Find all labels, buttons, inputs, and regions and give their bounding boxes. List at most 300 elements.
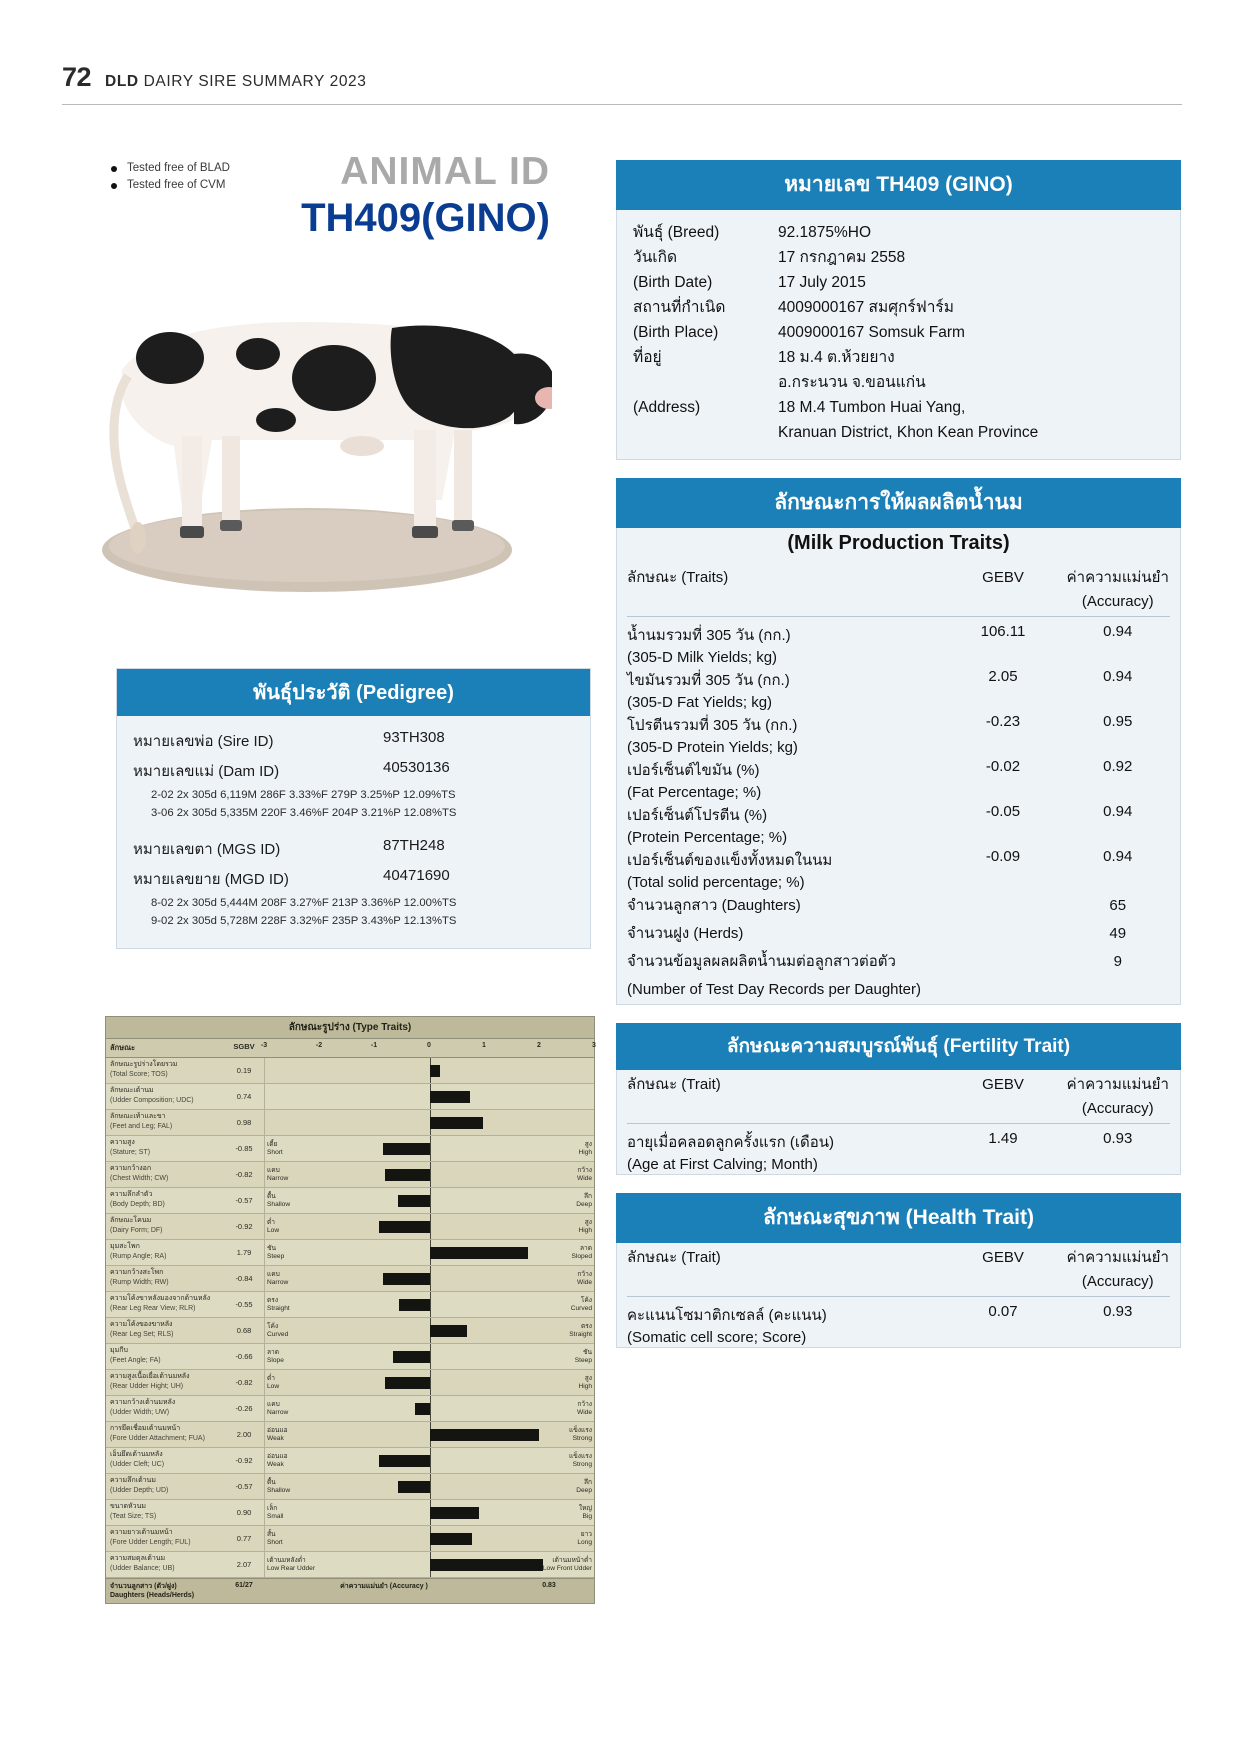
type-trait-name: ความลึกลำตัว (Body Depth; BD) <box>110 1191 165 1208</box>
breed-value: 92.1875%HO <box>778 224 872 241</box>
type-trait-gebv: 2.00 <box>236 1430 252 1439</box>
animal-id-code: TH409(GINO) <box>301 196 550 240</box>
fertility-col-gebv: GEBV <box>982 1075 1024 1093</box>
type-trait-gebv: -0.82 <box>235 1170 253 1179</box>
type-trait-high-label: โค้ง Curved <box>570 1296 592 1312</box>
type-trait-low-label: เต้านมหลังต่ำ Low Rear Udder <box>267 1556 316 1572</box>
type-trait-name: ลักษณะเท้าและขา (Feet and Leg; FAL) <box>110 1113 173 1130</box>
pedigree-row-sire <box>133 726 574 756</box>
type-trait-row <box>106 1344 594 1370</box>
zero-line <box>430 1292 431 1317</box>
document-title-rest: DAIRY SIRE SUMMARY 2023 <box>143 73 367 90</box>
table-row <box>617 712 1181 738</box>
type-traits-col-name: ลักษณะ <box>110 1043 136 1052</box>
type-trait-row <box>106 1136 594 1162</box>
test-item-cvm: Tested free of CVM <box>105 177 325 194</box>
milk-trait-th-4: เปอร์เซ็นต์โปรตีน (%) <box>627 807 768 824</box>
type-traits-chart <box>105 1016 595 1604</box>
dam-record-1: 2-02 2x 305d 6,119M 286F 3.33%F 279P 3.25%P 12.09%TS <box>151 789 456 801</box>
type-trait-gebv: 1.79 <box>236 1248 252 1257</box>
type-trait-high-label: สูง High <box>578 1218 592 1234</box>
mgs-id-value: 87TH248 <box>383 837 445 854</box>
birthdate-label-en: (Birth Date) <box>633 274 713 291</box>
type-trait-low-label: ตื้น Shallow <box>267 1478 291 1494</box>
table-row <box>617 892 1181 920</box>
zero-line <box>430 1448 431 1473</box>
fertility-trait-th-0: อายุเมื่อคลอดลูกครั้งแรก (เดือน) <box>627 1134 835 1151</box>
type-trait-name: ความสมดุลเต้านม (Udder Balance; UB) <box>110 1555 175 1572</box>
type-trait-bar <box>430 1429 540 1441</box>
type-traits-footer <box>106 1578 594 1603</box>
type-trait-scale <box>264 1422 594 1447</box>
type-trait-gebv: 0.74 <box>236 1092 252 1101</box>
type-trait-bar <box>398 1195 429 1207</box>
type-trait-bar <box>393 1351 429 1363</box>
pedigree-row-mgd <box>133 864 574 894</box>
type-trait-high-label: แข็งแรง Strong <box>569 1452 592 1468</box>
type-trait-gebv: -0.84 <box>235 1274 253 1283</box>
type-trait-bar <box>379 1221 429 1233</box>
type-trait-scale <box>264 1474 594 1499</box>
milk-trait-th-5: เปอร์เซ็นต์ของแข็งทั้งหมดในนม <box>627 852 833 869</box>
table-row <box>617 648 1181 667</box>
fertility-header-rule <box>617 1119 1181 1129</box>
axis-tick: -3 <box>260 1042 268 1049</box>
table-row <box>617 1302 1181 1328</box>
mgd-id-label: หมายเลขยาย (MGD ID) <box>133 871 289 888</box>
type-trait-low-label: ต่ำ Low <box>267 1374 280 1390</box>
daughters-label-en: Daughters (Heads/Herds) <box>110 1592 195 1599</box>
milk-trait-en-3: (Fat Percentage; %) <box>627 784 762 801</box>
type-trait-gebv: -0.66 <box>235 1352 253 1361</box>
type-trait-low-label: ตื้น Shallow <box>267 1192 291 1208</box>
type-trait-high-label: ชัน Steep <box>574 1348 592 1364</box>
type-trait-row <box>106 1500 594 1526</box>
mgd-id-value: 40471690 <box>383 867 450 884</box>
type-traits-title: ลักษณะรูปร่าง (Type Traits) <box>106 1017 594 1039</box>
type-trait-high-label: ลึก Deep <box>576 1192 592 1208</box>
type-trait-row <box>106 1214 594 1240</box>
breed-label: พันธุ์ (Breed) <box>633 224 720 241</box>
info-row-birthplace-en <box>633 320 1164 345</box>
type-trait-name: ความกว้างเต้านมหลัง (Udder Width; UW) <box>110 1399 176 1416</box>
health-table-header <box>617 1243 1181 1271</box>
type-trait-bar <box>385 1169 430 1181</box>
table-row <box>617 622 1181 648</box>
axis-tick: -2 <box>315 1042 323 1049</box>
zero-line <box>430 1214 431 1239</box>
type-trait-scale <box>264 1448 594 1473</box>
type-trait-scale <box>264 1526 594 1551</box>
health-col-gebv-sub <box>951 1271 1056 1292</box>
type-trait-high-label: ตรง Straight <box>569 1322 592 1338</box>
health-trait-en-0: (Somatic cell score; Score) <box>627 1329 807 1346</box>
header-divider <box>62 104 1182 105</box>
type-trait-gebv: -0.82 <box>235 1378 253 1387</box>
type-trait-name: ความสูงเนื้อเยื่อเต้านมหลัง (Rear Udder Hight; UH) <box>110 1373 190 1390</box>
mgd-record-2: 9-02 2x 305d 5,728M 228F 3.32%F 235P 3.43%P 12.13%TS <box>151 915 457 927</box>
type-trait-bar <box>385 1377 430 1389</box>
type-trait-scale <box>264 1292 594 1317</box>
milk-header-rule <box>617 612 1181 622</box>
type-trait-name: เอ็นยึดเต้านมหลัง (Udder Cleft; UC) <box>110 1451 165 1468</box>
table-row <box>617 920 1181 948</box>
animal-id-label: ANIMAL ID <box>340 150 550 193</box>
address-value-en-1: 18 M.4 Tumbon Huai Yang, <box>778 399 966 416</box>
address-value-th-2: อ.กระนวน จ.ขอนแก่น <box>778 374 926 391</box>
type-trait-gebv: -0.85 <box>235 1144 253 1153</box>
animal-info-title: หมายเลข TH409 (GINO) <box>616 160 1181 210</box>
type-traits-rows <box>106 1058 594 1578</box>
fertility-trait-en-0: (Age at First Calving; Month) <box>627 1156 818 1173</box>
milk-testday-label-th: จำนวนข้อมูลผลผลิตน้ำนมต่อลูกสาวต่อตัว <box>627 953 896 970</box>
type-trait-gebv: 0.19 <box>236 1066 252 1075</box>
milk-testday-label-en: (Number of Test Day Records per Daughter) <box>627 981 922 998</box>
milk-acc-0: 0.94 <box>1103 623 1133 640</box>
milk-col-gebv: GEBV <box>982 568 1024 586</box>
type-trait-low-label: ลาด Slope <box>267 1348 284 1364</box>
birthplace-value-en: 4009000167 Somsuk Farm <box>778 324 965 341</box>
milk-testday-count: 9 <box>1113 953 1122 970</box>
health-col-trait: ลักษณะ (Trait) <box>627 1249 721 1266</box>
milk-col-accuracy-sub: (Accuracy) <box>1081 593 1154 610</box>
table-row <box>617 976 1181 1005</box>
type-traits-axis <box>260 1039 596 1057</box>
type-trait-high-label: กว้าง Wide <box>576 1400 592 1416</box>
milk-trait-th-0: น้ำนมรวมที่ 305 วัน (กก.) <box>627 627 791 644</box>
type-trait-low-label: แคบ Narrow <box>267 1400 289 1416</box>
type-trait-name: ลักษณะรูปร่างโดยรวม (Total Score; TOS) <box>110 1061 178 1078</box>
type-trait-gebv: -0.57 <box>235 1482 253 1491</box>
fertility-col-gebv-sub <box>951 1098 1056 1119</box>
birthdate-value-en: 17 July 2015 <box>778 274 866 291</box>
type-trait-low-label: ต่ำ Low <box>267 1218 280 1234</box>
type-trait-row <box>106 1422 594 1448</box>
birthplace-label-en: (Birth Place) <box>633 324 719 341</box>
type-trait-name: มุมกีบ (Feet Angle; FA) <box>110 1347 161 1364</box>
type-traits-header <box>106 1039 594 1058</box>
type-trait-name: มุมสะโพก (Rump Angle; RA) <box>110 1243 167 1260</box>
type-trait-bar <box>383 1143 430 1155</box>
milk-acc-1: 0.94 <box>1103 668 1133 685</box>
fertility-table-header-sub <box>617 1098 1181 1119</box>
type-trait-scale <box>264 1214 594 1239</box>
type-trait-low-label: แคบ Narrow <box>267 1270 289 1286</box>
health-gebv-0: 0.07 <box>988 1303 1018 1320</box>
page-number: 72 <box>62 62 92 92</box>
type-trait-bar <box>398 1481 429 1493</box>
pedigree-spacer <box>133 822 574 834</box>
table-row <box>617 873 1181 892</box>
type-trait-name: ความโค้งของขาหลัง (Rear Leg Set; RLS) <box>110 1321 174 1338</box>
type-trait-low-label: แคบ Narrow <box>267 1166 289 1182</box>
type-trait-row <box>106 1266 594 1292</box>
type-trait-high-label: สูง High <box>578 1374 592 1390</box>
type-trait-low-label: เล็ก Small <box>267 1504 284 1520</box>
type-trait-scale <box>264 1500 594 1525</box>
type-trait-bar <box>430 1559 544 1571</box>
fertility-title: ลักษณะความสมบูรณ์พันธุ์ (Fertility Trait) <box>616 1023 1181 1070</box>
milk-gebv-0: 106.11 <box>980 623 1026 640</box>
milk-acc-5: 0.94 <box>1103 848 1133 865</box>
table-row <box>617 802 1181 828</box>
birthdate-label-th: วันเกิด <box>633 249 678 266</box>
sire-id-label: หมายเลขพ่อ (Sire ID) <box>133 733 274 750</box>
type-trait-row <box>106 1448 594 1474</box>
type-trait-bar <box>383 1273 429 1285</box>
milk-col-accuracy: ค่าความแม่นยำ <box>1066 569 1169 586</box>
dam-id-label: หมายเลขแม่ (Dam ID) <box>133 763 280 780</box>
page-header <box>62 62 1182 93</box>
type-trait-name: ความโค้งขาหลังมองจากด้านหลัง (Rear Leg Rear View; RLR) <box>110 1295 211 1312</box>
address-label-blank <box>633 370 778 395</box>
fertility-col-trait-sub <box>617 1098 951 1119</box>
accuracy-value: 0.83 <box>542 1582 556 1589</box>
type-trait-name: ความกว้างอก (Chest Width; CW) <box>110 1165 169 1182</box>
fertility-table <box>616 1070 1181 1175</box>
type-trait-name: ลักษณะโคนม (Dairy Form; DF) <box>110 1217 163 1234</box>
type-trait-row <box>106 1396 594 1422</box>
info-row-birthplace-th <box>633 295 1164 320</box>
test-item-blad: Tested free of BLAD <box>105 160 325 177</box>
axis-tick: 3 <box>592 1042 596 1049</box>
type-trait-scale <box>264 1370 594 1395</box>
type-trait-gebv: 0.90 <box>236 1508 252 1517</box>
type-trait-row <box>106 1318 594 1344</box>
type-trait-high-label: แข็งแรง Strong <box>569 1426 592 1442</box>
zero-line <box>430 1396 431 1421</box>
type-trait-bar <box>430 1247 528 1259</box>
address-value-th-1: 18 ม.4 ต.ห้วยยาง <box>778 349 895 366</box>
table-row <box>617 783 1181 802</box>
milk-acc-4: 0.94 <box>1103 803 1133 820</box>
milk-herds-label: จำนวนฝูง (Herds) <box>627 925 744 942</box>
fertility-col-accuracy-sub: (Accuracy) <box>1081 1100 1154 1117</box>
type-trait-high-label: ยาว Long <box>577 1530 592 1546</box>
bull-illustration <box>62 250 552 600</box>
type-trait-row <box>106 1292 594 1318</box>
type-trait-gebv: 0.98 <box>236 1118 252 1127</box>
info-row-birthdate-th <box>633 245 1164 270</box>
dam-id-value: 40530136 <box>383 759 450 776</box>
milk-col-gebv-sub <box>951 591 1056 612</box>
milk-gebv-5: -0.09 <box>985 848 1021 865</box>
type-trait-row <box>106 1188 594 1214</box>
zero-line <box>430 1266 431 1291</box>
type-trait-bar <box>430 1065 440 1077</box>
type-trait-scale <box>264 1188 594 1213</box>
milk-herds-count: 49 <box>1109 925 1127 942</box>
milk-gebv-1: 2.05 <box>988 668 1018 685</box>
health-header-rule <box>617 1292 1181 1302</box>
type-trait-gebv: -0.55 <box>235 1300 253 1309</box>
info-row-birthdate-en <box>633 270 1164 295</box>
type-trait-row <box>106 1370 594 1396</box>
pedigree-row-dam <box>133 756 574 786</box>
address-label-en: (Address) <box>633 399 701 416</box>
type-trait-bar <box>399 1299 429 1311</box>
type-trait-scale <box>264 1240 594 1265</box>
mgs-id-label: หมายเลขตา (MGS ID) <box>133 841 281 858</box>
axis-tick: 1 <box>482 1042 486 1049</box>
type-trait-scale <box>264 1344 594 1369</box>
axis-tick: 0 <box>427 1042 431 1049</box>
fertility-col-trait: ลักษณะ (Trait) <box>627 1076 721 1093</box>
type-trait-low-label: ชัน Steep <box>267 1244 285 1260</box>
type-trait-name: ความสูง (Stature; ST) <box>110 1139 151 1156</box>
pedigree-row-mgs <box>133 834 574 864</box>
type-trait-scale <box>264 1266 594 1291</box>
type-trait-bar <box>430 1507 479 1519</box>
type-trait-row <box>106 1526 594 1552</box>
milk-gebv-4: -0.05 <box>985 803 1021 820</box>
type-trait-gebv: -0.57 <box>235 1196 253 1205</box>
type-trait-name: ขนาดหัวนม (Teat Size; TS) <box>110 1503 157 1520</box>
health-table <box>616 1243 1181 1348</box>
animal-info-box <box>616 210 1181 460</box>
axis-tick: 2 <box>537 1042 541 1049</box>
milk-testday-gebv <box>951 948 1056 976</box>
health-table-header-sub <box>617 1271 1181 1292</box>
sire-id-value: 93TH308 <box>383 729 445 746</box>
document-title <box>105 73 366 91</box>
milk-trait-th-1: ไขมันรวมที่ 305 วัน (กก.) <box>627 672 790 689</box>
spacer-3 <box>616 1175 1181 1193</box>
type-trait-bar <box>415 1403 429 1415</box>
birthdate-value-th: 17 กรกฎาคม 2558 <box>778 249 906 266</box>
right-column <box>616 160 1181 1348</box>
fertility-col-accuracy: ค่าความแม่นยำ <box>1066 1076 1169 1093</box>
type-trait-high-label: เต้านมหน้าต่ำ Low Front Udder <box>542 1556 592 1572</box>
spacer-1 <box>616 460 1181 478</box>
info-row-address-en2 <box>633 420 1164 445</box>
type-trait-gebv: 0.68 <box>236 1326 252 1335</box>
bull-photo <box>62 250 552 600</box>
type-trait-scale <box>264 1552 594 1577</box>
type-trait-high-label: กว้าง Wide <box>576 1166 592 1182</box>
pedigree-body <box>117 716 590 948</box>
type-trait-name: ความลึกเต้านม (Udder Depth; UD) <box>110 1477 169 1494</box>
type-trait-bar <box>430 1117 484 1129</box>
health-trait-th-0: คะแนนโซมาติกเซลล์ (คะแนน) <box>627 1307 827 1324</box>
dam-record-2: 3-06 2x 305d 5,335M 220F 3.46%F 204P 3.21%P 12.08%TS <box>151 807 457 819</box>
milk-trait-th-2: โปรตีนรวมที่ 305 วัน (กก.) <box>627 717 798 734</box>
info-row-address-en <box>633 395 1164 420</box>
type-trait-low-label: สั้น Short <box>267 1530 283 1546</box>
document-title-bold: DLD <box>105 73 139 90</box>
milk-traits-title: ลักษณะการให้ผลผลิตน้ำนม <box>616 478 1181 528</box>
fertility-table-header <box>617 1070 1181 1098</box>
mgd-record-1: 8-02 2x 305d 5,444M 208F 3.27%F 213P 3.36%P 12.00%TS <box>151 897 457 909</box>
table-row <box>617 693 1181 712</box>
type-trait-scale <box>264 1396 594 1421</box>
milk-daughters-label: จำนวนลูกสาว (Daughters) <box>627 897 801 914</box>
type-trait-row <box>106 1110 594 1136</box>
milk-trait-en-4: (Protein Percentage; %) <box>627 829 788 846</box>
fertility-acc-0: 0.93 <box>1103 1130 1133 1147</box>
type-trait-name: ความกว้างสะโพก (Rump Width; RW) <box>110 1269 169 1286</box>
table-row <box>617 1129 1181 1155</box>
table-row <box>617 828 1181 847</box>
zero-line <box>430 1162 431 1187</box>
milk-col-trait: ลักษณะ (Traits) <box>627 569 729 586</box>
type-trait-high-label: สูง High <box>578 1140 592 1156</box>
type-trait-row <box>106 1474 594 1500</box>
zero-line <box>430 1344 431 1369</box>
type-trait-scale <box>264 1318 594 1343</box>
info-row-breed <box>633 220 1164 245</box>
birthplace-label-th: สถานที่กำเนิด <box>633 299 726 316</box>
type-trait-scale <box>264 1110 594 1135</box>
type-trait-low-label: เตี้ย Short <box>267 1140 283 1156</box>
milk-trait-en-2: (305-D Protein Yields; kg) <box>627 739 798 756</box>
type-trait-low-label: อ่อนแอ Weak <box>267 1426 288 1442</box>
milk-daughters-gebv <box>951 892 1056 920</box>
type-trait-scale <box>264 1162 594 1187</box>
health-title: ลักษณะสุขภาพ (Health Trait) <box>616 1193 1181 1243</box>
type-trait-row <box>106 1552 594 1578</box>
table-row <box>617 667 1181 693</box>
daughters-value: 61/27 <box>235 1582 253 1589</box>
milk-herds-gebv <box>951 920 1056 948</box>
milk-col-trait-sub <box>617 591 951 612</box>
type-trait-high-label: ลึก Deep <box>576 1478 592 1494</box>
milk-trait-en-1: (305-D Fat Yields; kg) <box>627 694 773 711</box>
milk-table-header <box>617 563 1181 591</box>
info-row-address-th2 <box>633 370 1164 395</box>
address-value-en-2: Kranuan District, Khon Kean Province <box>778 424 1039 441</box>
type-trait-high-label: ลาด Sloped <box>571 1244 592 1260</box>
type-trait-scale <box>264 1084 594 1109</box>
milk-table-header-sub <box>617 591 1181 612</box>
milk-trait-th-3: เปอร์เซ็นต์ไขมัน (%) <box>627 762 760 779</box>
type-traits-col-gebv: SGBV <box>233 1042 255 1051</box>
type-trait-low-label: อ่อนแอ Weak <box>267 1452 288 1468</box>
info-row-address-th <box>633 345 1164 370</box>
type-trait-row <box>106 1240 594 1266</box>
milk-trait-en-5: (Total solid percentage; %) <box>627 874 805 891</box>
milk-acc-2: 0.95 <box>1103 713 1133 730</box>
type-trait-low-label: ตรง Straight <box>267 1296 290 1312</box>
pedigree-panel <box>116 668 591 949</box>
health-col-trait-sub <box>617 1271 951 1292</box>
zero-line <box>430 1136 431 1161</box>
health-col-accuracy: ค่าความแม่นยำ <box>1066 1249 1169 1266</box>
type-trait-name: การยึดเชื่อมเต้านมหน้า (Fore Udder Attachment; FUA) <box>110 1425 205 1442</box>
table-row <box>617 948 1181 976</box>
table-row <box>617 847 1181 873</box>
milk-acc-3: 0.92 <box>1103 758 1133 775</box>
fertility-gebv-0: 1.49 <box>988 1130 1018 1147</box>
table-row <box>617 1155 1181 1175</box>
type-trait-gebv: -0.92 <box>235 1456 253 1465</box>
zero-line <box>430 1474 431 1499</box>
type-trait-bar <box>430 1325 467 1337</box>
type-trait-bar <box>379 1455 429 1467</box>
birthplace-value-th: 4009000167 สมศุกร์ฟาร์ม <box>778 299 954 316</box>
zero-line <box>430 1188 431 1213</box>
type-trait-gebv: -0.26 <box>235 1404 253 1413</box>
milk-trait-en-0: (305-D Milk Yields; kg) <box>627 649 778 666</box>
type-trait-gebv: -0.92 <box>235 1222 253 1231</box>
health-acc-0: 0.93 <box>1103 1303 1133 1320</box>
type-trait-gebv: 2.07 <box>236 1560 252 1569</box>
milk-traits-table <box>616 563 1181 1005</box>
milk-traits-title-en: (Milk Production Traits) <box>616 528 1181 563</box>
table-row <box>617 1328 1181 1348</box>
type-trait-row <box>106 1084 594 1110</box>
table-row <box>617 757 1181 783</box>
